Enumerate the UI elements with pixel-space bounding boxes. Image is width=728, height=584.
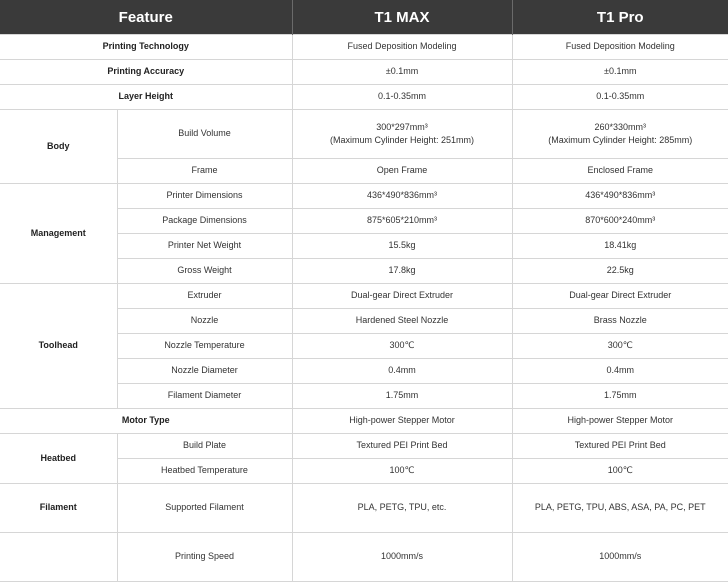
value-model-a: 15.5kg	[292, 234, 512, 259]
value-model-b: Fused Deposition Modeling	[512, 35, 728, 60]
value-model-b: 870*600*240mm³	[512, 209, 728, 234]
row-label: Gross Weight	[117, 259, 292, 284]
row-label: Printing Speed	[117, 533, 292, 582]
value-model-a: Fused Deposition Modeling	[292, 35, 512, 60]
row-label: Printing Accuracy	[0, 60, 292, 85]
value-model-b: 436*490*836mm³	[512, 184, 728, 209]
value-model-b: 0.1-0.35mm	[512, 85, 728, 110]
row-label: Extruder	[117, 284, 292, 309]
row-label: Nozzle Temperature	[117, 334, 292, 359]
row-label: Nozzle Diameter	[117, 359, 292, 384]
group-label-body: Body	[0, 110, 117, 184]
value-model-a: 300℃	[292, 334, 512, 359]
row-label: Package Dimensions	[117, 209, 292, 234]
value-line: 300*297mm³	[376, 121, 428, 132]
value-model-b: 1.75mm	[512, 384, 728, 409]
value-model-b: 1000mm/s	[512, 533, 728, 582]
row-label: Nozzle	[117, 309, 292, 334]
value-line: 260*330mm³	[594, 121, 647, 132]
row-label: Build Volume	[117, 110, 292, 159]
value-model-a: 0.1-0.35mm	[292, 85, 512, 110]
value-model-b: 300℃	[512, 334, 728, 359]
value-model-b: 22.5kg	[512, 259, 728, 284]
table-row	[0, 484, 728, 533]
value-model-a: Open Frame	[292, 159, 512, 184]
header-model-a: T1 MAX	[292, 0, 512, 35]
value-model-b: Brass Nozzle	[512, 309, 728, 334]
table-row	[0, 35, 728, 60]
row-label: Supported Filament	[117, 484, 292, 533]
row-label: Frame	[117, 159, 292, 184]
group-label-heatbed: Heatbed	[0, 434, 117, 484]
value-model-a: Hardened Steel Nozzle	[292, 309, 512, 334]
table-row	[0, 110, 728, 159]
group-label-empty	[0, 533, 117, 582]
header-row	[0, 0, 728, 35]
header-feature: Feature	[0, 0, 292, 35]
value-model-a: 875*605*210mm³	[292, 209, 512, 234]
value-model-a: Textured PEI Print Bed	[292, 434, 512, 459]
header-model-b: T1 Pro	[512, 0, 728, 35]
value-model-a: 0.4mm	[292, 359, 512, 384]
value-model-b: Textured PEI Print Bed	[512, 434, 728, 459]
row-label: Printer Net Weight	[117, 234, 292, 259]
value-model-b: PLA, PETG, TPU, ABS, ASA, PA, PC, PET	[512, 484, 728, 533]
value-model-b: ±0.1mm	[512, 60, 728, 85]
value-model-a	[292, 110, 512, 159]
value-model-a: 1000mm/s	[292, 533, 512, 582]
table-row	[0, 284, 728, 309]
value-model-a: 17.8kg	[292, 259, 512, 284]
value-line: (Maximum Cylinder Height: 285mm)	[548, 135, 693, 145]
table-row	[0, 434, 728, 459]
row-label: Heatbed Temperature	[117, 459, 292, 484]
value-model-a: High-power Stepper Motor	[292, 409, 512, 434]
value-model-a: 436*490*836mm³	[292, 184, 512, 209]
row-label: Printer Dimensions	[117, 184, 292, 209]
table-row	[0, 184, 728, 209]
value-model-a: ±0.1mm	[292, 60, 512, 85]
table-row	[0, 60, 728, 85]
group-label-filament: Filament	[0, 484, 117, 533]
table-row	[0, 85, 728, 110]
group-label-management: Management	[0, 184, 117, 284]
row-label: Layer Height	[0, 85, 292, 110]
value-model-b: Dual-gear Direct Extruder	[512, 284, 728, 309]
value-model-a: 100℃	[292, 459, 512, 484]
value-line: (Maximum Cylinder Height: 251mm)	[329, 135, 475, 145]
value-model-a: 1.75mm	[292, 384, 512, 409]
row-label: Motor Type	[0, 409, 292, 434]
table-row	[0, 533, 728, 582]
value-model-b: 0.4mm	[512, 359, 728, 384]
value-model-b: Enclosed Frame	[512, 159, 728, 184]
group-label-toolhead: Toolhead	[0, 284, 117, 409]
row-label: Filament Diameter	[117, 384, 292, 409]
row-label: Printing Technology	[0, 35, 292, 60]
table-row	[0, 409, 728, 434]
value-model-b: High-power Stepper Motor	[512, 409, 728, 434]
value-model-b: 100℃	[512, 459, 728, 484]
value-model-a: PLA, PETG, TPU, etc.	[292, 484, 512, 533]
value-model-a: Dual-gear Direct Extruder	[292, 284, 512, 309]
value-model-b: 18.41kg	[512, 234, 728, 259]
value-model-b	[512, 110, 728, 159]
row-label: Build Plate	[117, 434, 292, 459]
